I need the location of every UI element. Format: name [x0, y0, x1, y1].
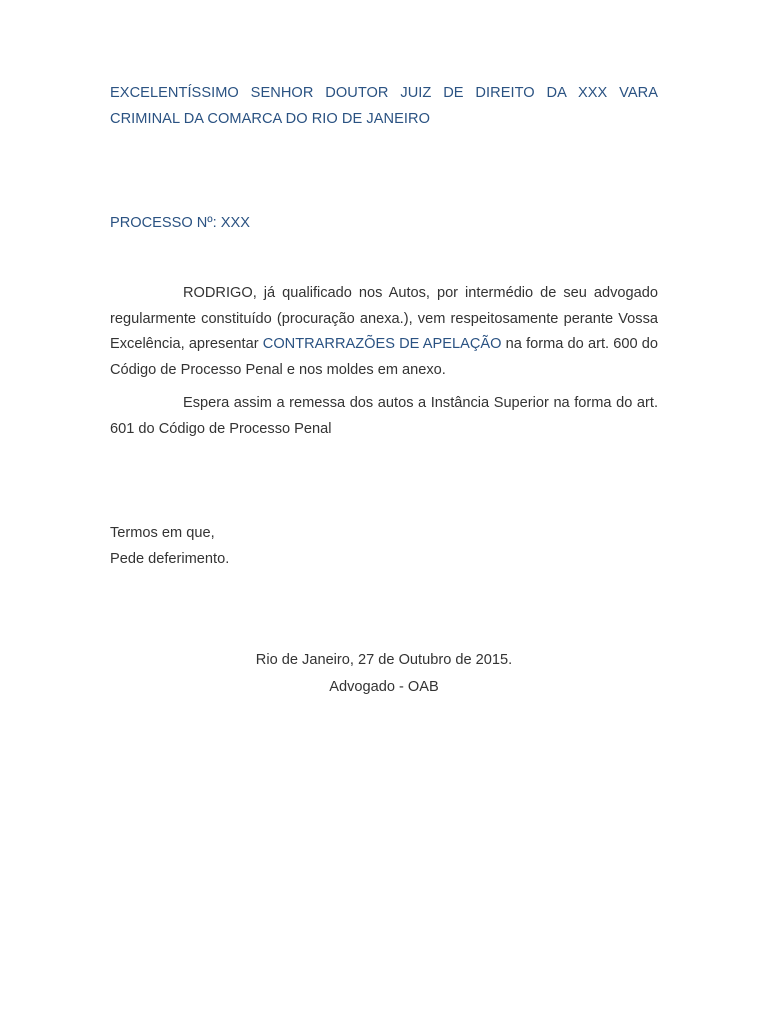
closing-block	[110, 521, 658, 573]
paragraph-1-emphasis: CONTRARRAZÕES DE APELAÇÃO	[262, 336, 502, 352]
petition-paragraph-2: Espera assim a remessa dos autos a Instância Superior na forma do art. 601 do Código de Processo Penal	[110, 395, 658, 437]
paragraph-1-text-b: na forma do art. 600 do Código de Processo Penal e nos moldes em anexo.	[110, 336, 659, 378]
petition-paragraph-1	[110, 281, 658, 383]
signature-block	[0, 648, 768, 702]
closing-line-2: Pede deferimento.	[110, 551, 230, 567]
signatory: Advogado - OAB	[329, 679, 439, 695]
addressee-heading: EXCELENTÍSSIMO SENHOR DOUTOR JUIZ DE DIREITO DA XXX VARA CRIMINAL DA COMARCA DO RIO DE JANEIRO	[110, 85, 658, 127]
place-date: Rio de Janeiro, 27 de Outubro de 2015.	[255, 652, 513, 668]
paragraph-1-text-a: RODRIGO, já qualificado nos Autos, por intermédio de seu advogado regularmente constituído (procuração anexa.), vem respeitosamente perante Vossa Excelência, apresentar	[110, 285, 658, 352]
process-number: PROCESSO Nº: XXX	[110, 215, 250, 231]
closing-line-1: Termos em que,	[110, 525, 215, 541]
